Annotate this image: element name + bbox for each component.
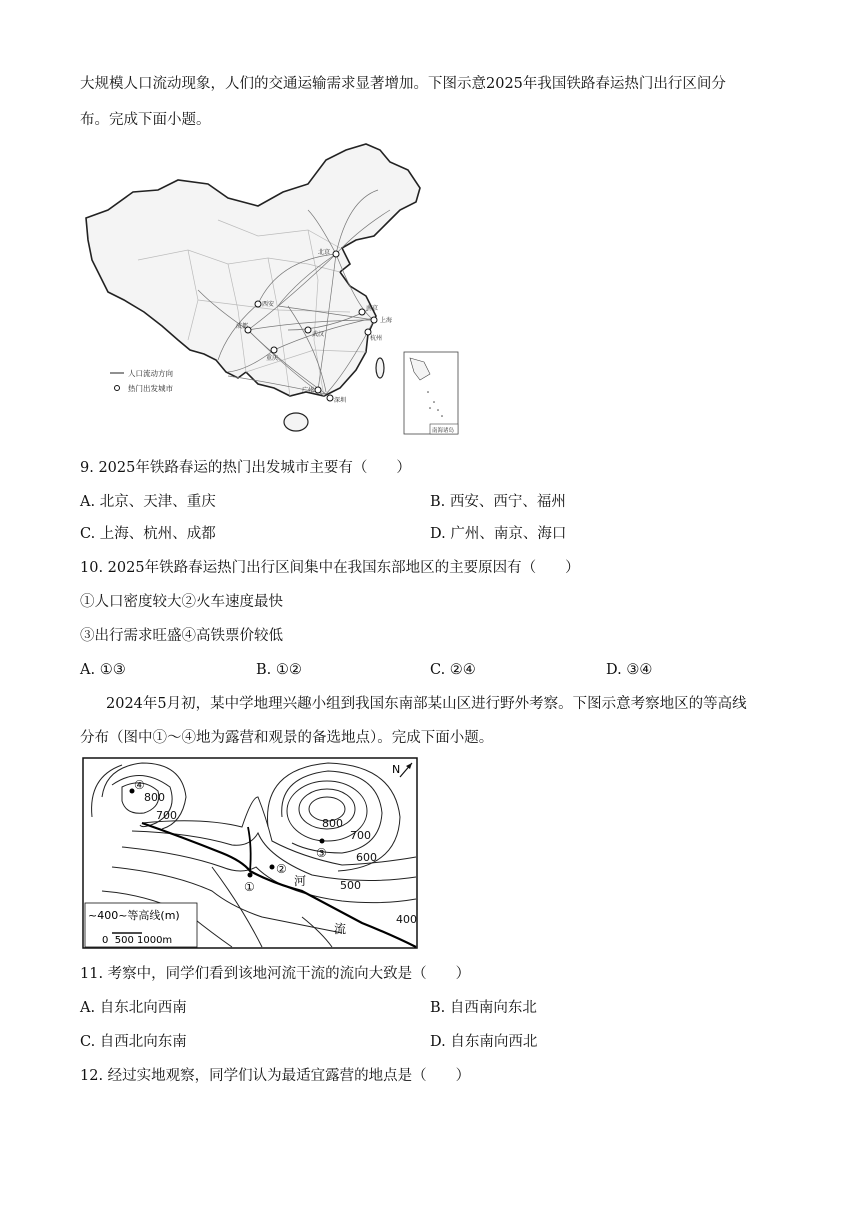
intro-line-2: 布。完成下面小题。 bbox=[80, 112, 211, 128]
inset-label: 南海诸岛 bbox=[432, 428, 455, 434]
q10-statements-2: ③出行需求旺盛④高铁票价较低 bbox=[80, 628, 283, 644]
legend-city-label: 热门出发城市 bbox=[128, 384, 173, 393]
point-1-label: ① bbox=[244, 880, 255, 894]
q10-option-d[interactable]: D. ③④ bbox=[606, 662, 653, 678]
q12-stem: 12. 经过实地观察，同学们认为最适宜露营的地点是（ ） bbox=[80, 1068, 471, 1084]
point-2-label: ② bbox=[276, 862, 287, 876]
river-label-1: 河 bbox=[294, 874, 307, 888]
taiwan-island bbox=[376, 358, 384, 378]
intro2-line-2: 分布（图中①～④地为露营和观景的备选地点）。完成下面小题。 bbox=[80, 730, 494, 746]
contour-label-700-left: 700 bbox=[156, 809, 177, 822]
q9-option-d[interactable]: D. 广州、南京、海口 bbox=[430, 526, 567, 542]
hainan-island bbox=[284, 413, 308, 431]
china-railway-map bbox=[78, 140, 463, 440]
q9-option-b[interactable]: B. 西安、西宁、福州 bbox=[430, 494, 566, 510]
q11-option-c[interactable]: C. 自西北向东南 bbox=[80, 1034, 187, 1050]
contour-label-700-right: 700 bbox=[350, 829, 371, 842]
q10-stem: 10. 2025年铁路春运热门出行区间集中在我国东部地区的主要原因有（ ） bbox=[80, 560, 580, 576]
point-3-label: ③ bbox=[316, 846, 327, 860]
q11-option-b[interactable]: B. 自西南向东北 bbox=[430, 1000, 537, 1016]
q11-option-a[interactable]: A. 自东北向西南 bbox=[80, 1000, 187, 1016]
contour-label-500: 500 bbox=[340, 879, 361, 892]
city-label-shanghai: 上海 bbox=[380, 317, 393, 324]
city-label-shenzhen: 深圳 bbox=[334, 397, 347, 404]
q10-statements-1: ①人口密度较大②火车速度最快 bbox=[80, 594, 283, 610]
contour-label-800-right: 800 bbox=[322, 817, 343, 830]
city-label-nanjing: 南京 bbox=[366, 305, 379, 312]
north-label: N bbox=[392, 763, 401, 776]
city-label-hangzhou: 杭州 bbox=[370, 335, 383, 342]
q10-option-a[interactable]: A. ①③ bbox=[80, 662, 126, 678]
city-label-chengdu: 成都 bbox=[236, 323, 249, 330]
city-label-guangzhou: 广州 bbox=[302, 387, 315, 394]
q11-stem: 11. 考察中，同学们看到该地河流干流的流向大致是（ ） bbox=[80, 966, 471, 982]
intro2-line-1: 2024年5月初，某中学地理兴趣小组到我国东南部某山区进行野外考察。下图示意考察地区的等高线 bbox=[106, 696, 747, 712]
legend-contour: ~400~等高线(m) bbox=[88, 909, 180, 922]
contour-label-400: 400 bbox=[396, 913, 417, 926]
q9-option-c[interactable]: C. 上海、杭州、成都 bbox=[80, 526, 216, 542]
contour-label-800-left: 800 bbox=[144, 791, 165, 804]
city-label-chongqing: 重庆 bbox=[266, 355, 279, 362]
q10-option-c[interactable]: C. ②④ bbox=[430, 662, 476, 678]
city-label-wuhan: 武汉 bbox=[312, 331, 325, 338]
city-label-xian: 西安 bbox=[262, 301, 275, 308]
q10-option-b[interactable]: B. ①② bbox=[256, 662, 302, 678]
contour-label-600: 600 bbox=[356, 851, 377, 864]
q9-option-a[interactable]: A. 北京、天津、重庆 bbox=[80, 494, 216, 510]
legend-flow-label: 人口流动方向 bbox=[128, 369, 173, 378]
intro-line-1: 大规模人口流动现象，人们的交通运输需求显著增加。下图示意2025年我国铁路春运热门出行区间分 bbox=[80, 76, 726, 92]
contour-map bbox=[82, 757, 418, 949]
legend-scale: 0 500 1000m bbox=[102, 935, 173, 946]
china-outline bbox=[86, 144, 420, 396]
river-label-2: 流 bbox=[334, 922, 347, 936]
point-4-label: ④ bbox=[134, 778, 145, 792]
city-label-beijing: 北京 bbox=[318, 249, 331, 256]
q11-option-d[interactable]: D. 自东南向西北 bbox=[430, 1034, 538, 1050]
q9-stem: 9. 2025年铁路春运的热门出发城市主要有（ ） bbox=[80, 460, 411, 476]
